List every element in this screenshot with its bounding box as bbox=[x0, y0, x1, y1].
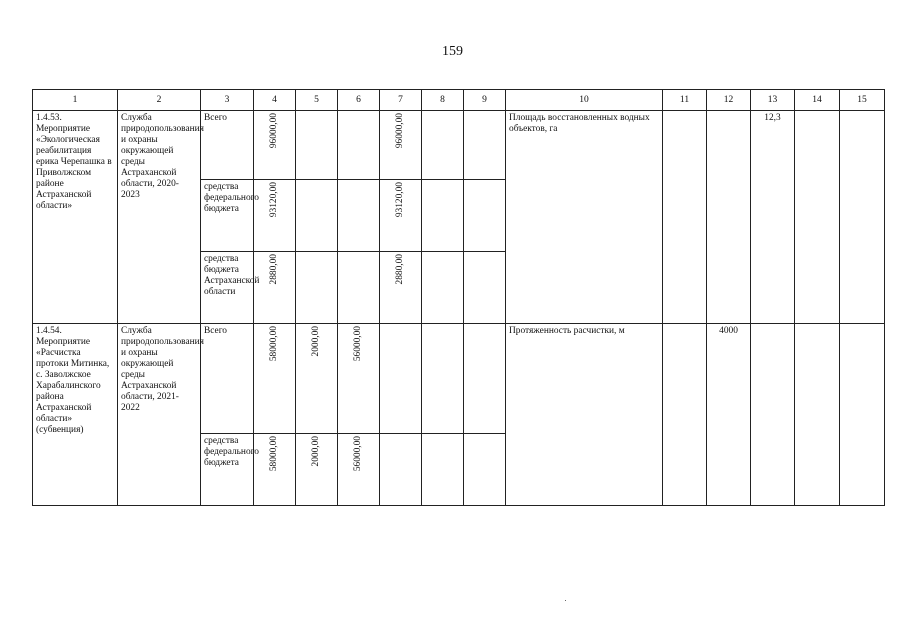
amount-cell bbox=[380, 324, 422, 434]
indicator-value: 4000 bbox=[707, 324, 751, 506]
amount-cell bbox=[464, 252, 506, 324]
header-cell: 4 bbox=[254, 90, 296, 111]
amount-value: 58000,00 bbox=[269, 326, 279, 362]
indicator-name: Площадь восстановленных водных объектов, га bbox=[506, 111, 663, 324]
indicator-value bbox=[795, 324, 840, 506]
amount-cell bbox=[422, 434, 464, 506]
amount-cell bbox=[422, 111, 464, 180]
activity-name: 1.4.53. Мероприятие «Экологическая реабилитация ерика Черепашка в Приволжском районе Астраханской области» bbox=[33, 111, 118, 324]
funding-source: Всего bbox=[201, 324, 254, 434]
amount-value: 58000,00 bbox=[269, 436, 279, 472]
amount-value: 93120,00 bbox=[269, 182, 279, 218]
funding-source: средства федерального бюджета bbox=[201, 180, 254, 252]
amount-cell bbox=[422, 180, 464, 252]
header-cell: 11 bbox=[663, 90, 707, 111]
header-cell: 1 bbox=[33, 90, 118, 111]
amount-cell bbox=[338, 324, 380, 434]
header-cell: 14 bbox=[795, 90, 840, 111]
indicator-value bbox=[840, 111, 885, 324]
indicator-value bbox=[840, 324, 885, 506]
header-cell: 8 bbox=[422, 90, 464, 111]
amount-cell bbox=[296, 434, 338, 506]
activity-name: 1.4.54. Мероприятие «Расчистка протоки Митинка, с. Заволжское Харабалинского района Астраханской области» (субвенция) bbox=[33, 324, 118, 506]
amount-value: 93120,00 bbox=[395, 182, 405, 218]
indicator-value bbox=[751, 324, 795, 506]
amount-cell bbox=[422, 324, 464, 434]
amount-cell bbox=[254, 324, 296, 434]
activity-executor: Служба природопользования и охраны окружающей среды Астраханской области, 2021-2022 bbox=[118, 324, 201, 506]
amount-cell bbox=[464, 434, 506, 506]
table-row bbox=[33, 111, 885, 180]
amount-cell bbox=[380, 180, 422, 252]
amount-value: 2000,00 bbox=[311, 326, 321, 357]
amount-cell bbox=[254, 252, 296, 324]
header-cell: 3 bbox=[201, 90, 254, 111]
amount-cell bbox=[464, 180, 506, 252]
header-cell: 12 bbox=[707, 90, 751, 111]
header-cell: 2 bbox=[118, 90, 201, 111]
header-cell: 10 bbox=[506, 90, 663, 111]
amount-cell bbox=[338, 180, 380, 252]
amount-value: 2000,00 bbox=[311, 436, 321, 467]
amount-cell bbox=[464, 111, 506, 180]
indicator-name: Протяженность расчистки, м bbox=[506, 324, 663, 506]
indicator-value bbox=[707, 111, 751, 324]
indicator-value bbox=[795, 111, 840, 324]
amount-cell bbox=[422, 252, 464, 324]
activity-executor: Служба природопользования и охраны окружающей среды Астраханской области, 2020-2023 bbox=[118, 111, 201, 324]
page-number: 159 bbox=[442, 44, 463, 59]
amount-cell bbox=[380, 252, 422, 324]
scan-speck bbox=[565, 600, 566, 601]
amount-value: 96000,00 bbox=[269, 113, 279, 149]
amount-cell bbox=[380, 434, 422, 506]
header-cell: 7 bbox=[380, 90, 422, 111]
indicator-value bbox=[663, 324, 707, 506]
amount-cell bbox=[296, 324, 338, 434]
header-cell: 6 bbox=[338, 90, 380, 111]
indicator-value: 12,3 bbox=[751, 111, 795, 324]
amount-cell bbox=[338, 252, 380, 324]
amount-cell bbox=[380, 111, 422, 180]
amount-cell bbox=[254, 111, 296, 180]
amount-cell bbox=[464, 324, 506, 434]
funding-source: средства федерального бюджета bbox=[201, 434, 254, 506]
amount-cell bbox=[254, 434, 296, 506]
amount-cell bbox=[296, 252, 338, 324]
table-row bbox=[33, 324, 885, 434]
amount-cell bbox=[338, 434, 380, 506]
amount-value: 56000,00 bbox=[353, 436, 363, 472]
funding-source: Всего bbox=[201, 111, 254, 180]
amount-value: 56000,00 bbox=[353, 326, 363, 362]
amount-value: 2880,00 bbox=[269, 254, 279, 285]
header-cell: 15 bbox=[840, 90, 885, 111]
amount-cell bbox=[254, 180, 296, 252]
amount-value: 2880,00 bbox=[395, 254, 405, 285]
program-table bbox=[32, 89, 885, 506]
header-cell: 9 bbox=[464, 90, 506, 111]
amount-cell bbox=[296, 111, 338, 180]
funding-source: средства бюджета Астраханской области bbox=[201, 252, 254, 324]
header-cell: 13 bbox=[751, 90, 795, 111]
indicator-value bbox=[663, 111, 707, 324]
amount-value: 96000,00 bbox=[395, 113, 405, 149]
header-row bbox=[33, 90, 885, 111]
header-cell: 5 bbox=[296, 90, 338, 111]
amount-cell bbox=[338, 111, 380, 180]
amount-cell bbox=[296, 180, 338, 252]
